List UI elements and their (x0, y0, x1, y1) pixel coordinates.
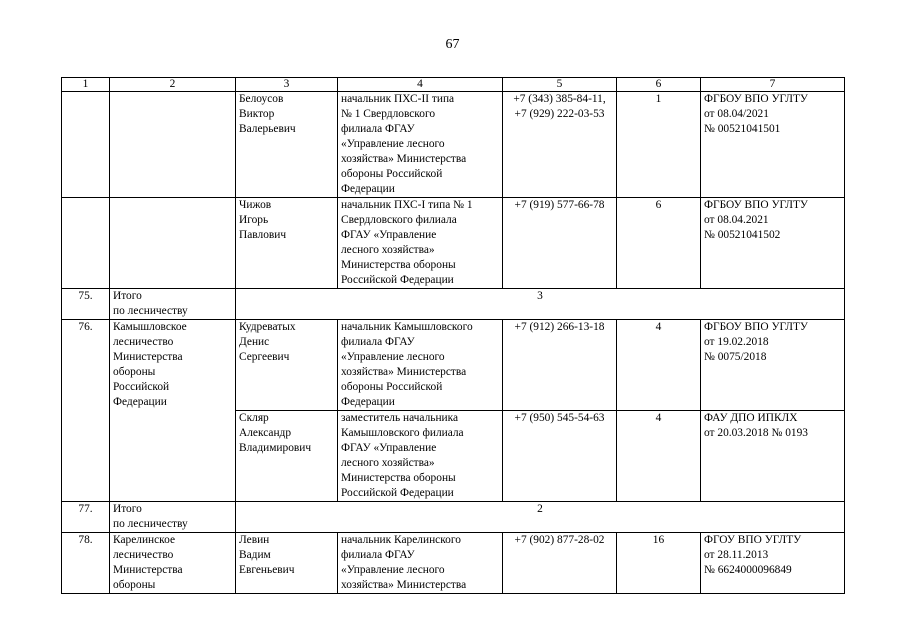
count-cell: 6 (617, 198, 701, 289)
table-header-row (62, 78, 845, 92)
document-cell: ФАУ ДПО ИПКЛХ от 20.03.2018 № 0193 (701, 411, 845, 502)
total-label-cell: Итого по лесничеству (110, 502, 236, 533)
row-number-cell (62, 198, 110, 289)
total-row (62, 289, 845, 320)
column-header: 7 (701, 78, 845, 92)
forestry-cell: Карелинское лесничество Министерства обороны (110, 533, 236, 594)
phone-cell: +7 (912) 266-13-18 (503, 320, 617, 411)
personnel-table (61, 77, 845, 594)
forestry-cell: Камышловское лесничество Министерства обороны Российской Федерации (110, 320, 236, 502)
row-number-cell: 77. (62, 502, 110, 533)
count-cell: 4 (617, 320, 701, 411)
phone-cell: +7 (343) 385-84-11, +7 (929) 222-03-53 (503, 92, 617, 198)
position-cell: начальник ПХС-II типа № 1 Свердловского филиала ФГАУ «Управление лесного хозяйства» Министерства обороны Российской Федерации (338, 92, 503, 198)
forestry-cell (110, 92, 236, 198)
column-header: 6 (617, 78, 701, 92)
table-row (62, 198, 845, 289)
document-cell: ФГОУ ВПО УГЛТУ от 28.11.2013 № 6624000096849 (701, 533, 845, 594)
table-row (62, 92, 845, 198)
phone-cell: +7 (919) 577-66-78 (503, 198, 617, 289)
person-cell: Чижов Игорь Павлович (236, 198, 338, 289)
person-cell: Белоусов Виктор Валерьевич (236, 92, 338, 198)
position-cell: начальник Карелинского филиала ФГАУ «Управление лесного хозяйства» Министерства (338, 533, 503, 594)
document-cell: ФГБОУ ВПО УГЛТУ от 08.04.2021 № 00521041502 (701, 198, 845, 289)
table-row (62, 320, 845, 411)
phone-cell: +7 (950) 545-54-63 (503, 411, 617, 502)
position-cell: заместитель начальника Камышловского филиала ФГАУ «Управление лесного хозяйства» Министерства обороны Российской Федерации (338, 411, 503, 502)
column-header: 5 (503, 78, 617, 92)
row-number-cell: 75. (62, 289, 110, 320)
total-value-cell: 2 (236, 502, 845, 533)
row-number-cell: 78. (62, 533, 110, 594)
person-cell: Кудреватых Денис Сергеевич (236, 320, 338, 411)
document-cell: ФГБОУ ВПО УГЛТУ от 19.02.2018 № 0075/2018 (701, 320, 845, 411)
phone-cell: +7 (902) 877-28-02 (503, 533, 617, 594)
person-cell: Скляр Александр Владимирович (236, 411, 338, 502)
column-header: 2 (110, 78, 236, 92)
position-cell: начальник ПХС-I типа № 1 Свердловского филиала ФГАУ «Управление лесного хозяйства» Министерства обороны Российской Федерации (338, 198, 503, 289)
page-number: 67 (445, 37, 460, 52)
column-header: 4 (338, 78, 503, 92)
position-cell: начальник Камышловского филиала ФГАУ «Управление лесного хозяйства» Министерства обороны Российской Федерации (338, 320, 503, 411)
person-cell: Левин Вадим Евгеньевич (236, 533, 338, 594)
count-cell: 16 (617, 533, 701, 594)
forestry-cell (110, 198, 236, 289)
column-header: 3 (236, 78, 338, 92)
total-value-cell: 3 (236, 289, 845, 320)
document-cell: ФГБОУ ВПО УГЛТУ от 08.04/2021 № 00521041501 (701, 92, 845, 198)
row-number-cell (62, 92, 110, 198)
total-row (62, 502, 845, 533)
row-number-cell: 76. (62, 320, 110, 502)
count-cell: 4 (617, 411, 701, 502)
count-cell: 1 (617, 92, 701, 198)
table-row (62, 533, 845, 594)
column-header: 1 (62, 78, 110, 92)
total-label-cell: Итого по лесничеству (110, 289, 236, 320)
